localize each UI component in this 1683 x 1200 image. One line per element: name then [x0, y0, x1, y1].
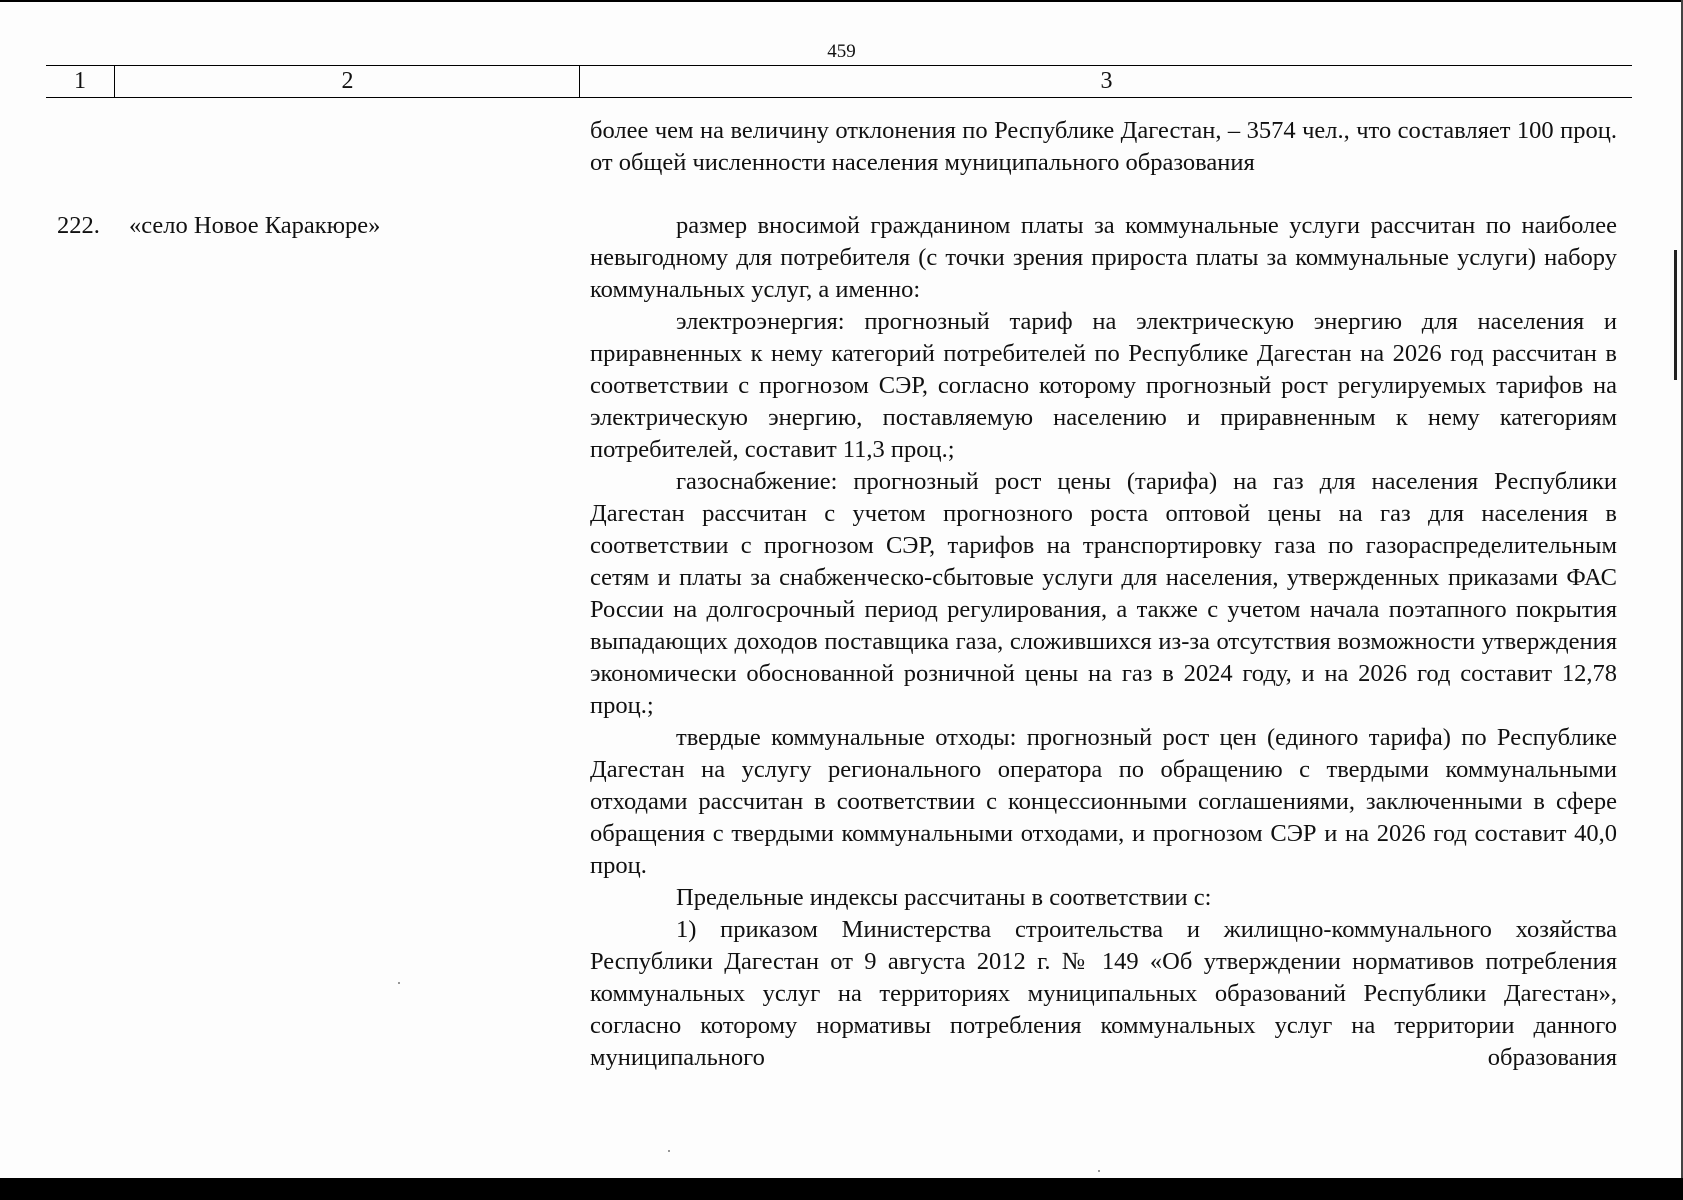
- scan-bottom-edge: [0, 1178, 1683, 1200]
- row-number: 222.: [57, 212, 100, 239]
- table-header-row: [46, 65, 1632, 98]
- page-number: 459: [827, 41, 856, 62]
- continuation-cell: [590, 115, 1617, 179]
- paragraph-payment-size: размер вносимой гражданином платы за коммунальные услуги рассчитан по наиболее невыгодному для потребителя (с точки зрения прироста платы за коммунальные услуги) набору коммунальных услуг, а именно:: [590, 212, 1617, 303]
- column-header-1: 1: [74, 68, 86, 94]
- scan-speck: [1098, 1170, 1100, 1172]
- column-header-2: 2: [114, 66, 580, 97]
- column-header-3: 3: [579, 66, 1633, 97]
- settlement-name: «село Новое Каракюре»: [129, 212, 381, 239]
- row-description-cell: [590, 210, 1617, 1074]
- paragraph-ministry-order: 1) приказом Министерства строительства и жилищно-коммунального хозяйства Республики Дагестан от 9 августа 2012 г. № 149 «Об утверждении нормативов потребления коммунальных услуг на территориях муниципальных образований Республики Дагестан», согласно которому нормативы потребления коммунальных услуг на территории данного муниципального образования: [590, 916, 1617, 1071]
- scan-speck: [398, 982, 400, 984]
- paragraph-solid-waste: твердые коммунальные отходы: прогнозный рост цен (единого тарифа) по Республике Дагестан на услугу регионального оператора по обращению с твердыми коммунальными отходами рассчитан в соответствии с концессионными соглашениями, заключенными в сфере обращения с твердыми коммунальными отходами, и прогнозом СЭР и на 2026 год составит 40,0 проц.: [590, 724, 1617, 879]
- paragraph-gas-supply: газоснабжение: прогнозный рост цены (тарифа) на газ для населения Республики Дагестан рассчитан с учетом прогнозного роста оптовой цены на газ для населения в соответствии с прогнозом СЭР, тарифов на транспортировку газа по газораспределительным сетям и платы за снабженческо-сбытовые услуги для населения, утвержденных приказами ФАС России на долгосрочный период регулирования, а также с учетом начала поэтапного покрытия выпадающих доходов поставщика газа, сложившихся из-за отсутствия возможности утверждения экономически обоснованной розничной цены на газ в 2024 году, и на 2026 год составит 12,78 проц.;: [590, 468, 1617, 719]
- scan-right-mark: [1674, 250, 1677, 380]
- paragraph-electricity: электроэнергия: прогнозный тариф на электрическую энергию для населения и приравненных к нему категорий потребителей по Республике Дагестан на 2026 год рассчитан в соответствии с прогнозом СЭР, согласно которому прогнозный рост регулируемых тарифов на электрическую энергию, поставляемую населению и приравненным к нему категориям потребителей, составит 11,3 проц.;: [590, 308, 1617, 463]
- scan-top-edge: [0, 0, 1683, 2]
- scan-speck: [668, 1150, 670, 1152]
- continuation-text: более чем на величину отклонения по Республике Дагестан, – 3574 чел., что составляет 100 проц. от общей численности населения муниципального образования: [590, 117, 1617, 176]
- table-row-label: [57, 210, 380, 242]
- paragraph-indices-intro: Предельные индексы рассчитаны в соответствии с:: [676, 884, 1212, 911]
